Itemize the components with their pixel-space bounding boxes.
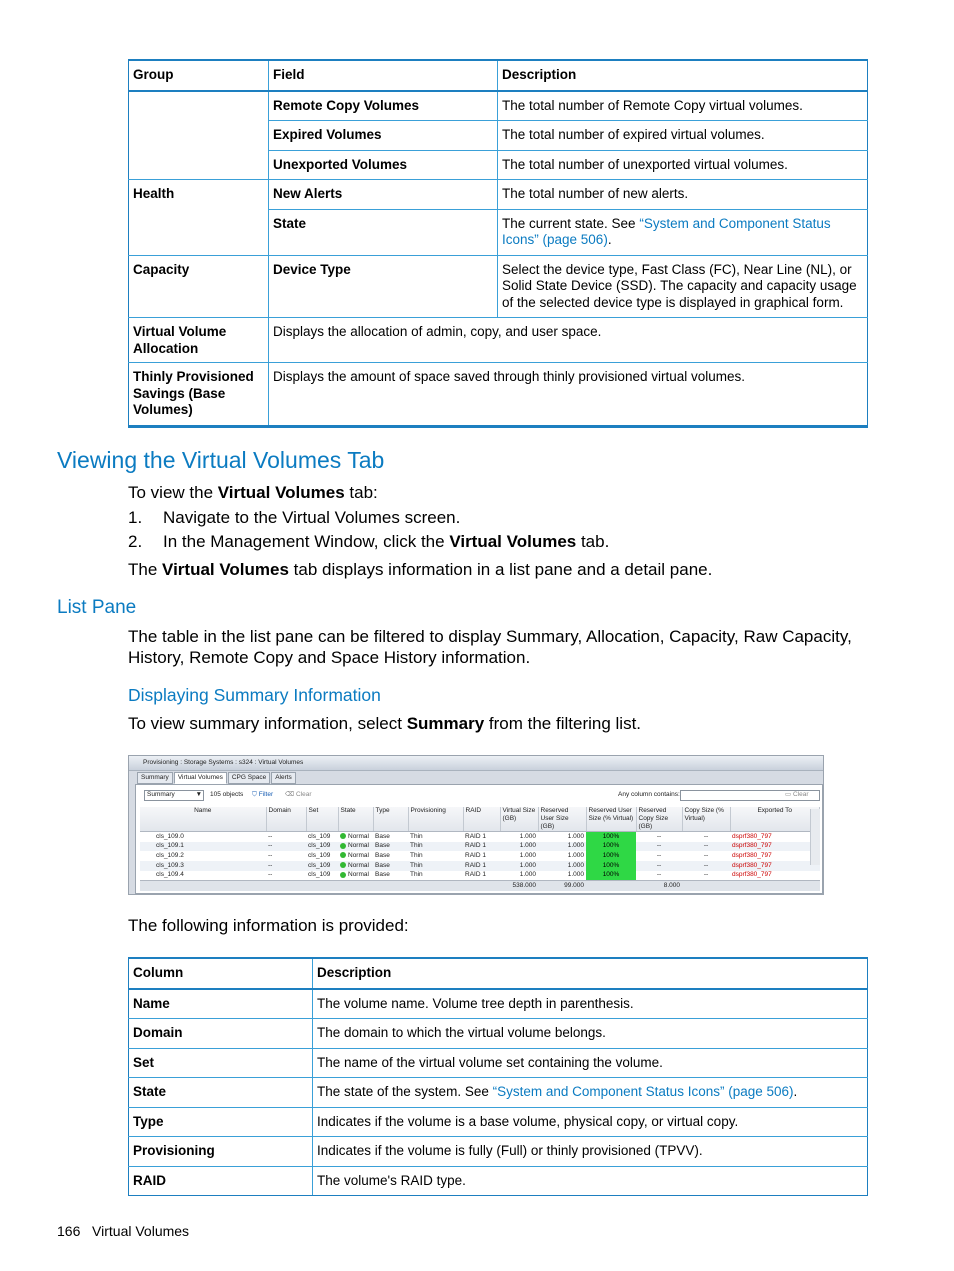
header-description: Description [498, 60, 868, 91]
table-row[interactable]: cls_109.4 -- cls_109 Normal Base Thin RAID 1 1.000 1.000 100% -- -- dsprf380_797 [140, 871, 820, 881]
tab-bar [137, 772, 297, 784]
table-row[interactable]: cls_109.0 -- cls_109 Normal Base Thin RAID 1 1.000 1.000 100% -- -- dsprf380_797 [156, 832, 772, 840]
description-cell: Displays the allocation of admin, copy, and user space. [269, 318, 868, 363]
col-reserved-user-size[interactable]: Reserved User Size (GB) [538, 807, 586, 832]
col-virtual-size[interactable]: Virtual Size (GB) [500, 807, 538, 832]
step-1: 1. Navigate to the Virtual Volumes screen. [128, 508, 461, 527]
clear-filter-button[interactable]: ⌫ Clear [285, 791, 312, 798]
vertical-scrollbar[interactable] [810, 809, 820, 865]
table-row [129, 318, 868, 363]
status-icons-link[interactable]: “System and Component Status Icons” (page 506) [492, 1084, 794, 1099]
description-cell: The total number of expired virtual volumes. [498, 121, 868, 151]
volumes-grid [140, 807, 820, 891]
tab-summary[interactable]: Summary [137, 772, 173, 784]
group-field-table [128, 59, 868, 428]
virtual-volumes-screenshot [128, 755, 824, 895]
header-column: Column [129, 958, 313, 989]
section-heading: Viewing the Virtual Volumes Tab [57, 447, 385, 473]
column-description-table [128, 957, 868, 1196]
description-cell: The total number of unexported virtual volumes. [498, 150, 868, 180]
field-cell: State [269, 209, 498, 255]
table-row [129, 91, 868, 121]
table-row [129, 180, 868, 210]
table-row: Domain The domain to which the virtual volume belongs. [129, 1019, 868, 1049]
list-pane-paragraph: The table in the list pane can be filtered to display Summary, Allocation, Capacity, Raw Capacity, History, Remote Copy and Space History information. [128, 627, 852, 667]
description-cell: The total number of Remote Copy virtual volumes. [498, 91, 868, 121]
field-cell: Remote Copy Volumes [269, 91, 498, 121]
col-reserved-user-pct[interactable]: Reserved User Size (% Virtual) [586, 807, 636, 832]
status-normal-icon [340, 843, 346, 849]
table-row: Provisioning Indicates if the volume is fully (Full) or thinly provisioned (TPVV). [129, 1137, 868, 1167]
group-cell: Capacity [129, 255, 269, 318]
filter-toolbar [140, 789, 818, 801]
group-cell: Virtual Volume Allocation [129, 318, 269, 363]
page-footer [57, 1223, 189, 1239]
field-cell: Unexported Volumes [269, 150, 498, 180]
group-cell [129, 91, 269, 180]
group-cell: Thinly Provisioned Savings (Base Volumes) [129, 363, 269, 427]
table-row: State The state of the system. See “System and Component Status Icons” (page 506). [129, 1078, 868, 1108]
step-2: 2. In the Management Window, click the Virtual Volumes tab. [128, 532, 610, 551]
status-icons-link[interactable]: “System and Component Status Icons” (page 506) [502, 215, 831, 247]
status-normal-icon [340, 852, 346, 858]
field-cell: Expired Volumes [269, 121, 498, 151]
col-domain[interactable]: Domain [266, 807, 306, 832]
list-pane [135, 784, 823, 894]
header-group: Group [129, 60, 269, 91]
table-row: Type Indicates if the volume is a base volume, physical copy, or virtual copy. [129, 1107, 868, 1137]
tab-virtual-volumes[interactable]: Virtual Volumes [174, 772, 227, 784]
group-cell: Health [129, 180, 269, 256]
col-name[interactable]: Name [140, 807, 266, 832]
tab-cpg-space[interactable]: CPG Space [228, 772, 270, 784]
table-row[interactable]: cls_109.1 -- cls_109 Normal Base Thin RAID 1 1.000 1.000 100% -- -- dsprf380_797 [140, 842, 820, 852]
header-field: Field [269, 60, 498, 91]
col-type[interactable]: Type [373, 807, 408, 832]
field-cell: Device Type [269, 255, 498, 318]
col-raid[interactable]: RAID [463, 807, 500, 832]
status-normal-icon [340, 872, 346, 878]
page-number: 166 [57, 1223, 81, 1239]
table-row: Set The name of the virtual volume set containing the volume. [129, 1048, 868, 1078]
eraser-icon: ⌫ [285, 791, 295, 798]
intro-paragraph: To view the Virtual Volumes tab: [128, 483, 378, 502]
totals-row: 538.000 99.000 8.000 [140, 881, 820, 891]
description-cell: Displays the amount of space saved through thinly provisioned virtual volumes. [269, 363, 868, 427]
summary-info-paragraph: To view summary information, select Summary from the filtering list. [128, 714, 642, 733]
description-cell: Select the device type, Fast Class (FC), Near Line (NL), or Solid State Device (SSD). The capacity and capacity usage of the selected device type is displayed in graphical form. [498, 255, 868, 318]
window-titlebar [129, 756, 823, 771]
col-set[interactable]: Set [306, 807, 338, 832]
filter-select[interactable]: Summary ▼ [144, 790, 204, 801]
header-description: Description [313, 958, 868, 989]
summary-paragraph: The Virtual Volumes tab displays information in a list pane and a detail pane. [128, 560, 713, 579]
table-row: Name The volume name. Volume tree depth in parenthesis. [129, 989, 868, 1019]
table-row [129, 255, 868, 318]
window-title: Provisioning : Storage Systems : s324 : Virtual Volumes [143, 759, 304, 766]
grid-header-row [140, 807, 820, 832]
search-clear-button[interactable]: ▭ Clear [785, 791, 809, 798]
col-provisioning[interactable]: Provisioning [408, 807, 463, 832]
col-copy-size-pct[interactable]: Copy Size (% Virtual) [682, 807, 730, 832]
search-label: Any column contains: [618, 791, 680, 798]
field-cell: New Alerts [269, 180, 498, 210]
col-exported-to[interactable]: Exported To [730, 807, 820, 832]
status-normal-icon [340, 862, 346, 868]
description-cell: The total number of new alerts. [498, 180, 868, 210]
speech-bubble-icon: ▭ [785, 791, 792, 798]
description-cell: The current state. See “System and Component Status Icons” (page 506). [498, 209, 868, 255]
status-normal-icon [340, 833, 346, 839]
provided-paragraph: The following information is provided: [128, 916, 409, 935]
table-row[interactable]: cls_109.2 -- cls_109 Normal Base Thin RAID 1 1.000 1.000 100% -- -- dsprf380_797 [156, 852, 772, 860]
table-row[interactable]: cls_109.3 -- cls_109 Normal Base Thin RAID 1 1.000 1.000 100% -- -- dsprf380_797 [140, 861, 820, 871]
filter-button[interactable]: ⛉ Filter [252, 791, 274, 798]
object-count: 105 objects [210, 791, 244, 798]
table-row [129, 363, 868, 427]
chevron-down-icon: ▼ [195, 791, 202, 798]
tab-alerts[interactable]: Alerts [271, 772, 296, 784]
funnel-icon: ⛉ [252, 791, 257, 798]
chapter-name: Virtual Volumes [92, 1223, 190, 1239]
table-row: RAID The volume's RAID type. [129, 1166, 868, 1196]
summary-info-heading: Displaying Summary Information [128, 685, 381, 705]
col-state[interactable]: State [338, 807, 373, 832]
col-reserved-copy-size[interactable]: Reserved Copy Size (GB) [636, 807, 682, 832]
list-pane-heading: List Pane [57, 597, 137, 618]
